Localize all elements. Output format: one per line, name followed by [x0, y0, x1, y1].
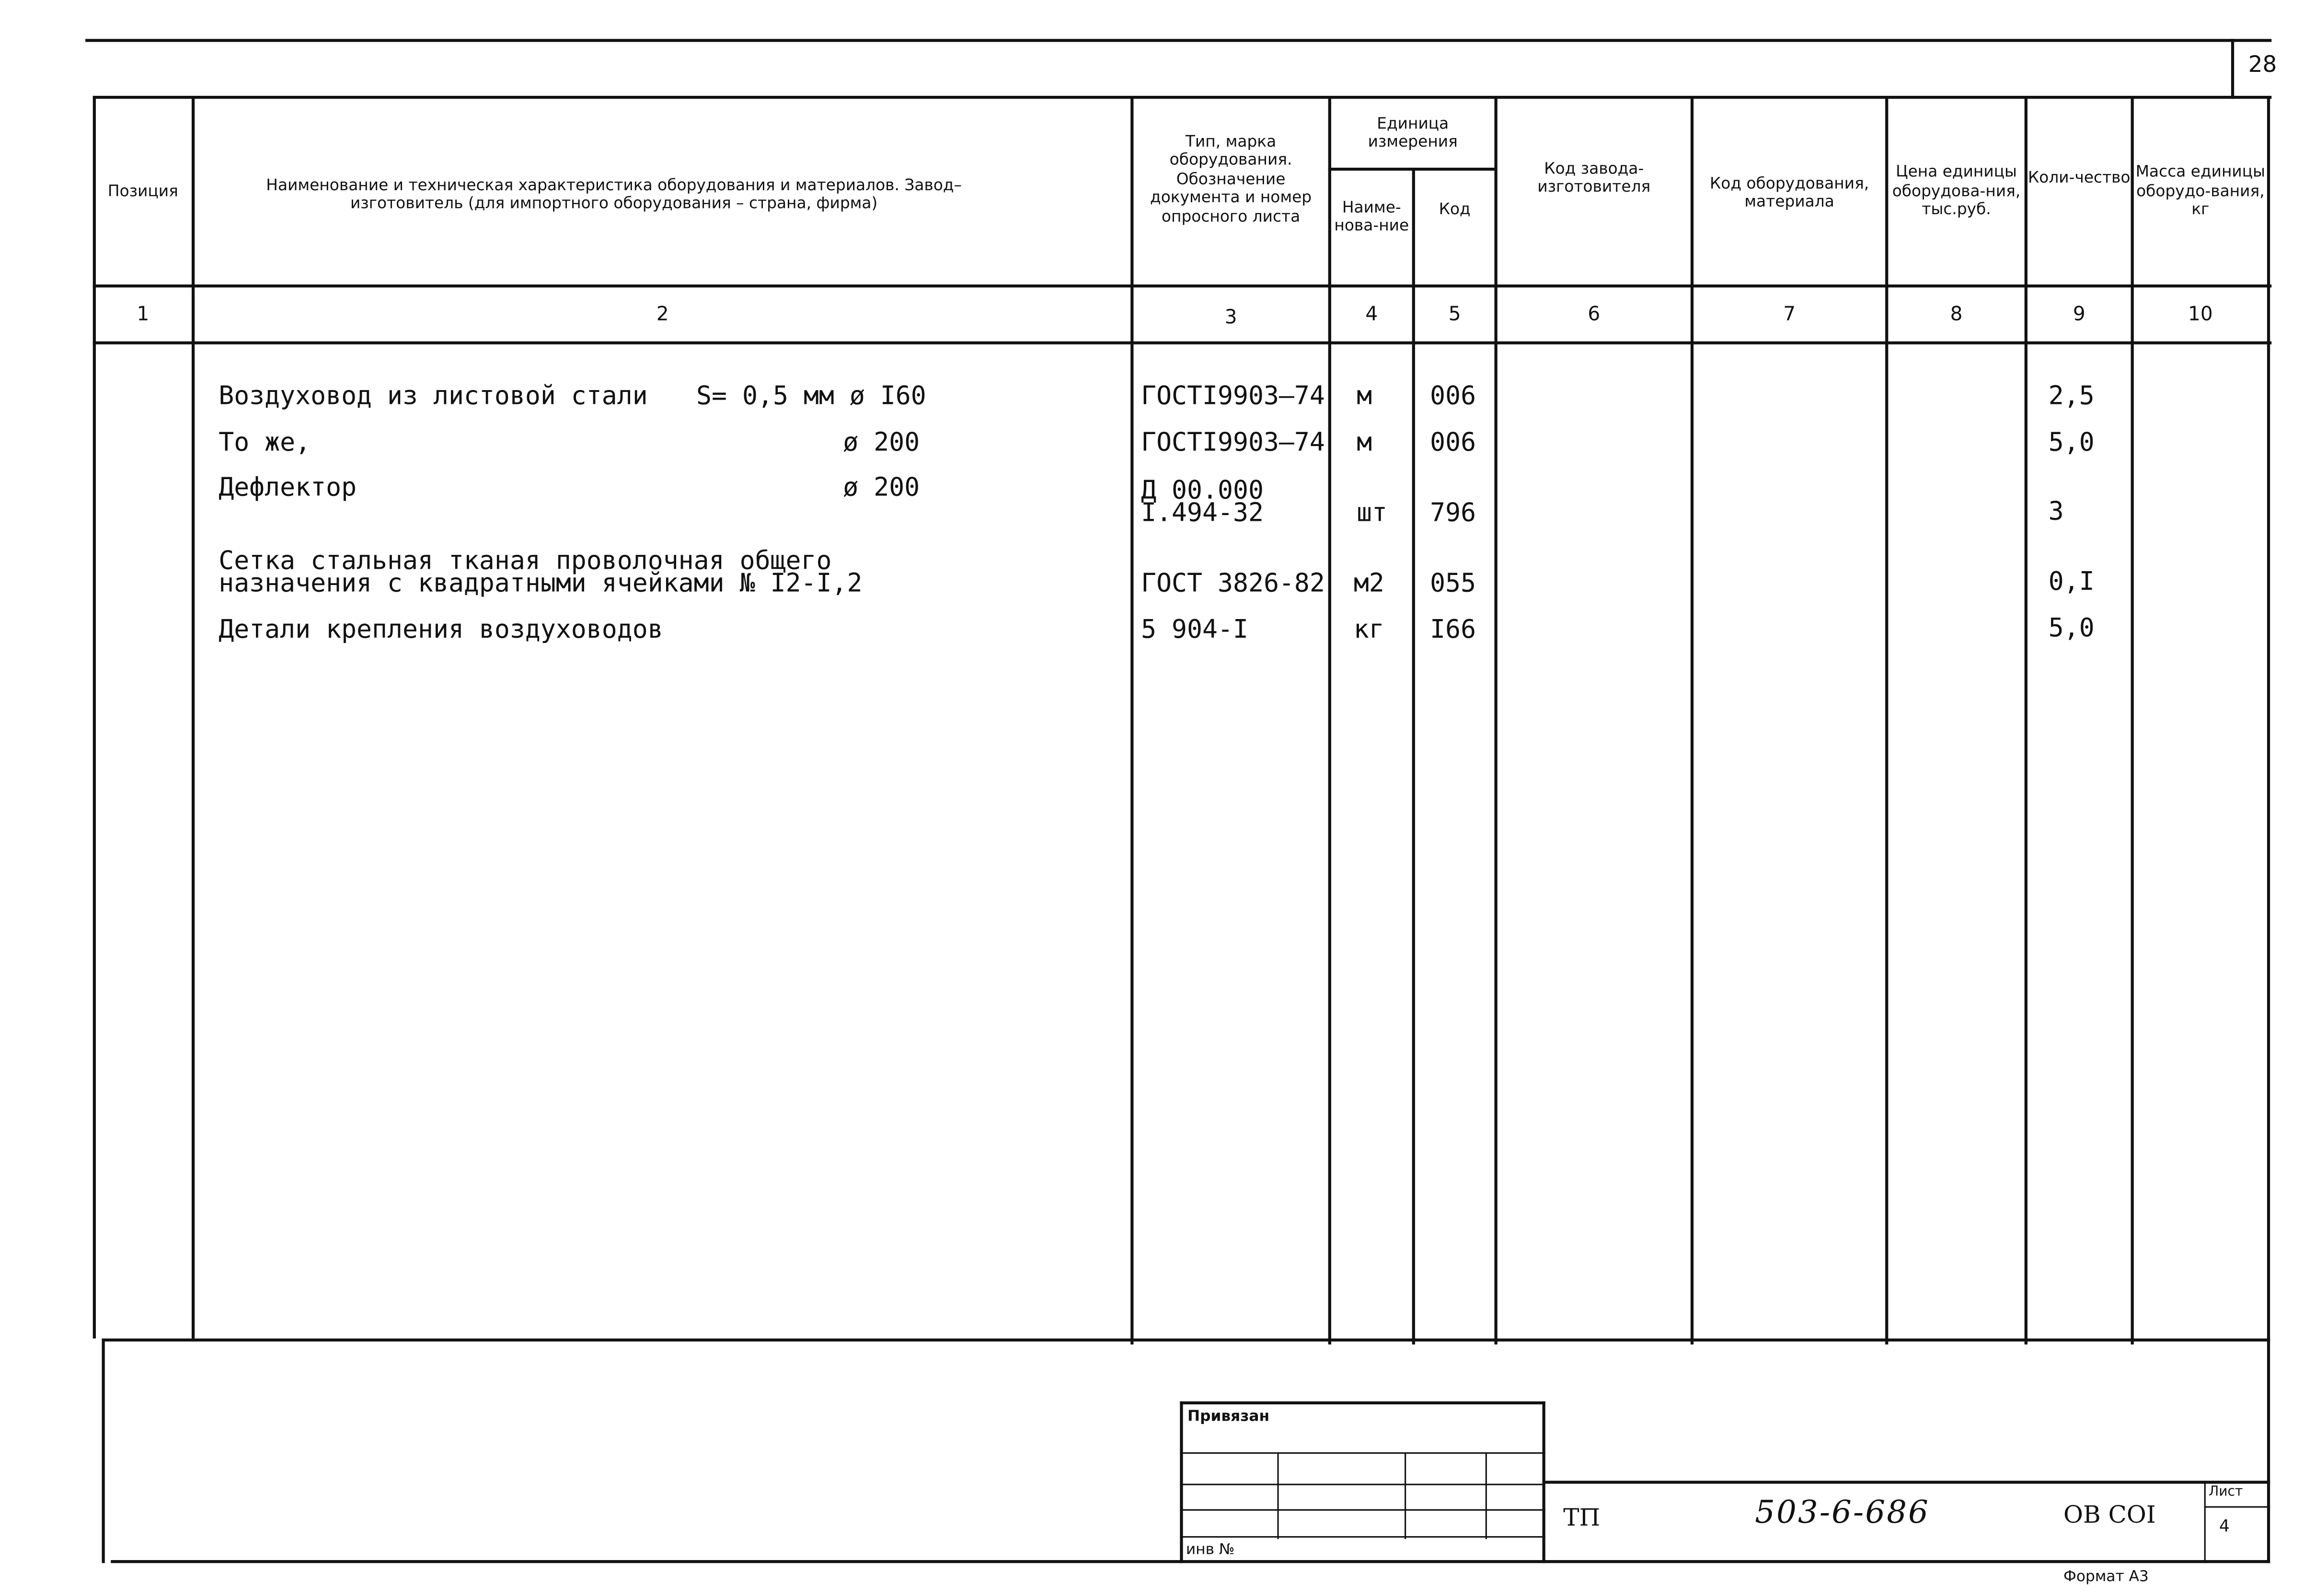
stamp-line	[1180, 1536, 1545, 1538]
row-type: ГОСТ 3826-82	[1141, 569, 1325, 599]
privyazan-label: Привязан	[1187, 1409, 1270, 1425]
header-unit-group: Единица измерения	[1368, 115, 1458, 151]
inventory-number-label: инв №	[1186, 1542, 1235, 1559]
row-quantity: 2,5	[2048, 381, 2095, 412]
stamp-line	[1180, 1401, 1182, 1563]
header-bottom-border	[93, 285, 2272, 287]
stamp-line	[1486, 1452, 1487, 1539]
document-code: ОВ СОI	[2063, 1500, 2156, 1529]
header-factory-code: Код завода-изготовителя	[1537, 159, 1651, 196]
row-spec: ø 200	[843, 473, 920, 503]
col-sep-8	[2025, 96, 2027, 1344]
header-equipment-code: Код оборудования, материала	[1709, 174, 1869, 211]
col-sep-3	[1328, 96, 1331, 1344]
header-name: Наименование и техническая характеристика оборудования и материалов. Завод–изготовитель (для импортного оборудования – страна, фирма)	[266, 176, 962, 213]
row-name: Детали крепления воздуховодов	[219, 615, 663, 645]
stamp-line	[2204, 1481, 2206, 1563]
row-type: 5 904-I	[1141, 615, 1249, 645]
col-sep-7	[1885, 96, 1888, 1344]
row-name: То же,	[219, 428, 311, 459]
row-unit-code: 006	[1430, 428, 1476, 459]
tp-label: ТП	[1563, 1503, 1601, 1532]
top-border	[85, 39, 2271, 41]
row-type: Д 00.000	[1141, 476, 1264, 506]
row-name: Воздуховод из листовой стали	[219, 381, 648, 412]
page-number: 28	[2248, 51, 2277, 78]
col-number: 7	[1783, 304, 1796, 327]
col-number: 6	[1588, 304, 1601, 327]
number-row-bottom-border	[93, 341, 2272, 344]
row-unit-code: I66	[1430, 615, 1476, 645]
col-sep-5	[1495, 96, 1497, 1344]
col-number: 8	[1950, 304, 1963, 327]
col-sep-1	[192, 96, 194, 1339]
stamp-line	[1180, 1452, 1545, 1454]
row-quantity: 5,0	[2048, 428, 2095, 459]
col-number: 2	[656, 304, 669, 327]
stamp-line	[1405, 1452, 1406, 1539]
row-quantity: 0,I	[2048, 567, 2095, 597]
row-type: ГОСТI9903–74	[1141, 381, 1325, 412]
unit-subheader-line	[1328, 168, 1495, 170]
col-number: 5	[1448, 304, 1461, 327]
stamp-line	[1543, 1481, 2270, 1483]
row-name-line-2: назначения с квадратными ячейками № I2-I,2	[219, 569, 863, 599]
row-unit-code: 796	[1430, 498, 1476, 529]
document-number: 503-6-686	[1755, 1494, 1930, 1530]
row-spec: ø 200	[843, 428, 920, 459]
stamp-left-border	[102, 1339, 104, 1563]
stamp-line	[2204, 1506, 2270, 1508]
col-number: 9	[2073, 304, 2085, 327]
table-right-border	[2267, 96, 2270, 1563]
row-quantity: 3	[2048, 497, 2064, 527]
stamp-line	[1180, 1509, 1545, 1511]
row-type: ГОСТI9903–74	[1141, 428, 1325, 459]
stamp-line	[1180, 1484, 1545, 1485]
header-type: Тип, марка оборудования. Обозначение документа и номер опросного листа	[1150, 133, 1312, 226]
row-unit: м2	[1353, 569, 1384, 599]
sheet-label: Лист	[2209, 1485, 2243, 1501]
row-unit-code: 006	[1430, 381, 1476, 412]
header-mass: Масса единицы оборудо-вания, кг	[2135, 163, 2265, 219]
row-unit: кг	[1353, 615, 1384, 645]
col-number: 10	[2188, 304, 2213, 327]
format-label: Формат А3	[2063, 1569, 2149, 1586]
row-spec: S= 0,5 мм ø I60	[696, 381, 926, 412]
row-unit: м	[1357, 428, 1372, 459]
col-sep-9	[2131, 96, 2133, 1344]
col-sep-2	[1130, 96, 1133, 1344]
sheet-number: 4	[2219, 1516, 2230, 1537]
row-name: Дефлектор	[219, 473, 357, 503]
row-type-line-2: I.494-32	[1141, 498, 1264, 529]
col-sep-4	[1412, 168, 1415, 1344]
header-unit-code: Код	[1439, 200, 1471, 218]
header-price: Цена единицы оборудова-ния, тыс.руб.	[1892, 163, 2021, 219]
header-unit-name: Наиме-нова-ние	[1334, 198, 1409, 235]
row-unit-code: 055	[1430, 569, 1476, 599]
stamp-line	[1277, 1452, 1278, 1539]
header-position: Позиция	[107, 182, 178, 200]
row-unit: м	[1357, 381, 1372, 412]
col-number: 4	[1365, 304, 1378, 327]
col-number: 1	[137, 304, 150, 327]
col-sep-6	[1691, 96, 1693, 1344]
col-number: 3	[1224, 307, 1237, 330]
stamp-line	[1180, 1401, 1545, 1404]
header-quantity: Коли-чество	[2027, 169, 2131, 187]
body-bottom-border	[102, 1339, 2270, 1341]
row-quantity: 5,0	[2048, 614, 2095, 644]
row-unit: шт	[1357, 498, 1388, 529]
row-name: Сетка стальная тканая проволочная общего	[219, 546, 832, 577]
page-number-divider	[2231, 39, 2234, 99]
sheet-bottom-border	[111, 1560, 2270, 1562]
